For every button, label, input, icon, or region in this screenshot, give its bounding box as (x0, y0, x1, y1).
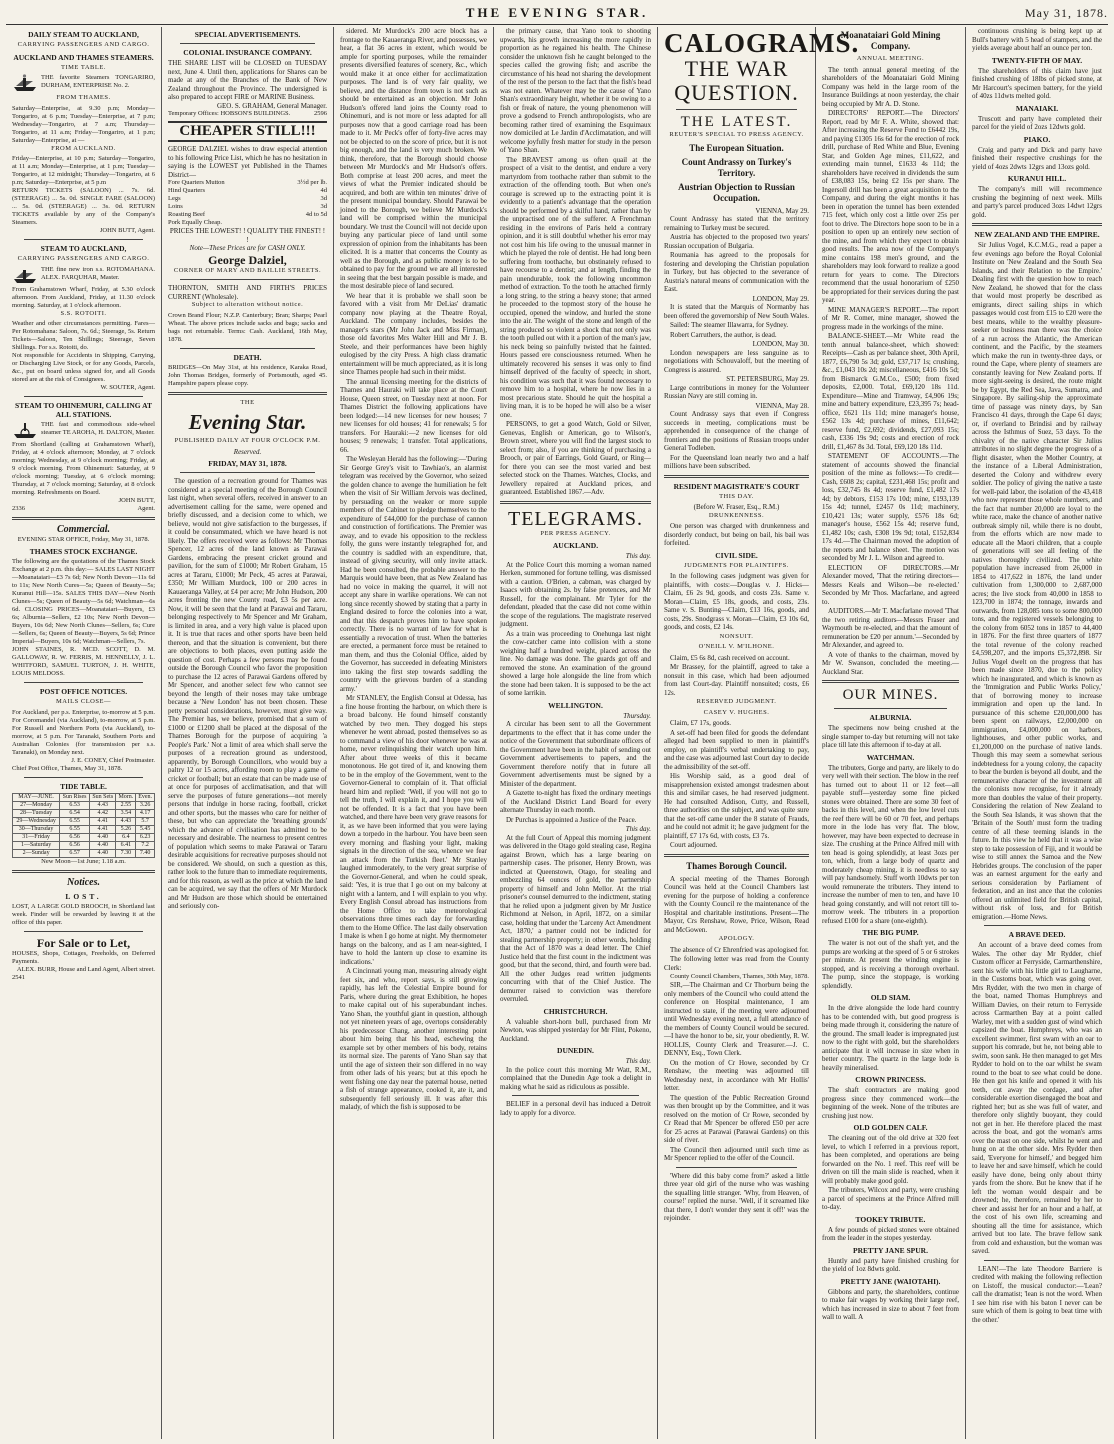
article-text: sidered. Mr Murdock's 200 acre block has a frontage to the Kauaeranga River, and possesses, we hear, a flat 36 acres in extent, which would be ample for sporting purposes, while the remainder presents diversified features of scenery, &c., which would make it at once either for acclimatization purposes. The land is of very fair quality, we believe, and the distance from town is not such as should be entertained as an objection. Mr John Hudson's offered land joins the County road to Ohinemuri, and is not more or less adapted for all purposes now that a good carriage road has been made to it. Mr Peck's offer of forty-five acres may not be objected to on the score of price, but it is not big enough, and the land is very much broken. We think, therefore, that the Borough should choose between Mr Murdock's and Mr Hudson's offers. Both comprise at least 200 acres, and meet the views of what the Premier indicated should be acquired, and both are within ten minutes' drive of the present municipal boundary. Should Parawai be joined to the Borough, we believe Mr Murdock's land will be comprised within the municipal boundary. We trust the Council will not decide upon buying any particular piece of land until some expression of opinion from the inhabitants has been elicited. It is a matter that concerns the County as well as the Borough, and as public money is to be obtained to pay for the ground we are all interested in seeing that the best bargain possible is made, and the most desirable piece of land secured. (340, 27, 487, 290)
dateline: AUCKLAND. (552, 541, 599, 550)
cable-text: Robert Carruthers, the author, is dead. (670, 330, 777, 339)
headline: Thames Borough Council. (686, 860, 787, 871)
flag-article: THE (240, 398, 255, 406)
mine-heading: CROWN PRINCESS. (855, 1075, 926, 1084)
date-note: This day. (625, 1057, 651, 1065)
price-row: Loins 3d (168, 203, 327, 210)
date-note: This day. (625, 825, 651, 833)
mine-text: In the drive alongside the lode hard country has to be contended with, but good progress is being made through it, considering the nature of the ground. The small leader is impregnated just now to the right with gold, but the shareholders anticipate that it will increase in size when in better country. The quartz in the large lode is heavily mineralised. (822, 1004, 959, 1072)
council-text: On the motion of Cr Howe, seconded by Cr Renshaw, the meeting was adjourned till Wednesday next, in accordance with Mr Hollis' letter. (664, 1058, 809, 1092)
mine-text: The specimens now being crushed at the single stamper to-day but returning will not take place till late this afternoon if to-day at all. (822, 724, 959, 749)
mine-text: Gibbons and party, the shareholders, continue to make fair wages by working their large reef, which has increased in size to about 7 feet from wall to wall. A (822, 1287, 959, 1321)
column-4 (494, 27, 658, 1439)
cable-text: London newspapers are less sanguine as to negotiations with Schouvaloff, but the meeting of Congress is assured. (664, 348, 809, 374)
subheading: REUTER'S SPECIAL TO PRESS AGENCY. (669, 131, 804, 138)
mine-heading: KURANUI HILL. (1007, 174, 1067, 183)
section-subtitle: THE LATEST. (680, 114, 793, 130)
mine-text: The tributers, Gorge and party, are likely to do very well with their section. The blow in the reef has turned out to about 11 or 12 feet—all payable stuff—yesterday some fine picked stones were obtained. There are some 30 feet of backs in this level, and when the low level cuts the reef there will be 60 or 70 feet, and perhaps more in the lode has very flat. The blow, however, may have been expected to decrease in size. The crushing at the Prince Alfred mill with ten head is going splendidly, at least 3ozs per ton, which, from a large body of quartz and moderately cheap mining, it is needless to say will pay handsomely. Stuff worth 10dwts per ton would remunerate the tributers. They intend to increase the number of men to ten, and have 10 head going constantly, and will not retort till to-morrow week. The tributers in a proportion refused £100 for a share (one-eighth). (822, 763, 959, 925)
mine-heading: THE BIG PUMP. (862, 928, 919, 937)
signature: J. E. CONEY, Chief Postmaster. (71, 756, 155, 764)
issue-date: FRIDAY, MAY 31, 1878. (208, 459, 287, 468)
council-text: SIR,—The Chairman and Cr Thorburn being the only members of the Council who could attend the conference on Hospital maintenance, I am instructed to state, if the meeting were adjourned until Wednesday evening next, a full attendance of the members of County Council would be secured.—I have the honor to be, sir, your obediently, R. W. HOLLIS, County Clerk and Treasurer.—J. C. DENNY, Esq., Town Clerk. (664, 981, 809, 1057)
paragraph: LEAN!—The late Theodore Barriere is credited with making the following reflection on Listoff, the musical conductor:—'Lean? call the dramatist; 'lean is not the word. When I see him rise with his baton I never can be sure which of them is going to beat time with the other.' (972, 1264, 1102, 1324)
section-title: CALOGRAMS. (664, 28, 860, 58)
meeting-text: A vote of thanks to the chairman, moved by Mr W. Swanson, concluded the meeting.—Auckland Star. (822, 650, 959, 676)
mine-heading: PRETTY JANE (WAIOTAHI). (840, 1276, 941, 1286)
ad-number: 2336 (12, 505, 25, 512)
table-row: 2—Sunday 6.57 4.40 7.30 7.40 (13, 849, 155, 857)
tide-header: Even. (136, 793, 155, 801)
case-name: CASEY V. HUGHES. (703, 708, 770, 716)
mine-text: Craig and party and Dick and party have finished their respective crushings for the yield of 4ozs 2dwts 12grs and 13ozs gold. (972, 145, 1102, 171)
cable-text: It is stated that the Marquis of Normanby has been offered the governorship of New South Wales. (664, 303, 809, 320)
council-text: The question of the Public Recreation Ground was then brought up by the Committee, and it was resolved on the motion of Cr Rowe, seconded by Cr Read that Mr Spencer be offered £50 per acre for 25 acres at Parawai (Parawai Gardens) on this side of river. (664, 1093, 809, 1144)
meeting-text: DIRECTORS' REPORT.—The Directors' Report, read by Mr F. A. White, showed that: After increasing the Reserve Fund to £6442 19s, and paying £1305 16s 6d for the erection of rock drill, purchase of Red White and Blue, Evening Star, and Golden Age mines, £11,622, and extending main tunnel, £1633 4s 11d; the shareholders have received in dividends the sum of £38,083 15s, being £2 15s per share. The Ingersoll drill has been a great acquisition to the Company, and during the eight months it has been in operation the tunnel has been extended 715 feet, which only cost a little over 25s per foot to drive. The Directors hope soon to be in a position to open up an entirely new section of the mine, and from which they expect to obtain good results. The area now of the Company's mine contains 198 men's ground, and the shareholders may look forward to realize a good return for years to come. The Directors recommend that the usual honorarium of £250 be appropriated for their services during the past year. (822, 109, 959, 304)
council-text: The following letter was read from the County Clerk: (664, 955, 809, 972)
subheading: MAILS CLOSE— (56, 698, 111, 705)
price-row: Roasting Beef 4d to 5d (168, 211, 327, 218)
meeting-text: ELECTION OF DIRECTORS.—Mr Alexander moved, 'That the retiring directors—Messrs Keals and Wilson—be re-elected.' Seconded by Mr Thos. Macfarlane, and agreed to. (822, 563, 959, 606)
schedule: Saturday—Enterprise, at 9.30 p.m; Monday—Tongariro, at 6 p.m; Tuesday—Enterprise, at 7 p.m; Wednesday—Tongariro, at 7 a.m; Thursday—Tongariro, at 11 a.m; Friday—Tongariro, at 1 p.m; Saturday—Enterprise, at — (12, 104, 155, 144)
agent-label: Agent. (137, 505, 155, 512)
article-text: Sir Julius Vogel, K.C.M.G., read a paper a few evenings ago before the Royal Colonial Institute on 'New Zealand and the South Sea Islands, and their Relation to the Empire.' Dealing first with the question how to reach New Zealand, he showed that for the class that would most properly be described as emigrants, direct sailing ships in which passages would cost from £15 to £20 were the best means, while to the wealthy pleasure-seeker or business man there was the choice of a run across the Atlantic, the American continent, and the Pacific, by the steamers which make the run in twenty-three days, or round the Cape, where plenty of steamers are constantly leaving for New Zealand ports. If more sight-seeing is desired, the route might be by Egypt, the Red Sea, Java, Sumatra, and Singapore. By sailing-ship the approximate time of passage was ninety days, by San Francisco 41 days, through the Cape 61 days; or, if overland to Brindisi and by railway across the Isthmus of Suez, 53 days. To the chivalry of the native character Sir Julius attributes in no slight degree the progress of a flight disaster, when the Mother Country, at the instance of a Liberal Administration, deserted the Colony and withdrew every soldier. The policy of giving the native a taste for well-paid labor, the isolation of the 43,418 who now represent those whole numbers, and the fact that number 20,000 are loyal to the white race, make the chance of another native outbreak simply nil, while there is no doubt, from the efforts which are now made to educate all the Maori children, that a couple of generations will see all feeling of the natives thoroughly civilized. The white population have increased from 26,000 in 1854 to 417,622 in 1876, the land under cultivation from 1,300,000 to 2,687,000 acres; the live stock from 40,000 in 1858 to 123,700 in 1874; the tonnage, inwards and outwards, from 128,085 tons to some 800,000 tons, and the registered vessels belonging to the colony from 6052 tons in 1857 to 44,400 in 1876. For the first three quarters of 1877 the total revenue of the colony reached £4,598,207, and the imports £5,372,898. Sir Julius Vogel dwelt on the progress that has been made since 1870, due to the policy which he inaugurated, and which is known as the 'Immigration and Public Works Policy,' that of borrowing money to increase immigration and open up the land. In pursuance of this scheme £20,000,000 has been spent on railways, £2,000,000 on immigration, £4,000,000 on harbors, lighthouses, and other public works, and £1,200,000 on the purchase of native lands. Though this may seem a somewhat serious indebtedness for a young colony, the capacity to bear the burden is beyond all doubt, and the remunerative character of the investment all the colonists now recognise, for it already more than doubles the value of their property. Considering the relation of New Zealand to the South Sea Islands, it was shown that the 'Britain of the South' must form the trading centre of all these teeming islands in the future. In this view he held that it was a wise step to take possession of Fiji, and it would be wise to still annex the Samoa and the New Hebrides groups. The conclusion of the paper was an earnest argument for the early and serious consideration by Parliament of federation, and an inst ance that the colonies offered an unlimited field for British capital, without risk of loss, and for British emigration.—Home News. (972, 241, 1102, 921)
price-row: Legs 3d (168, 195, 327, 202)
heading: AUCKLAND AND THAMES STEAMERS. (13, 52, 154, 62)
dateline: ST. PETERSBURG, May 29. (726, 375, 809, 383)
cable-text: Sailed: The steamer Illawarra, for Sydney. (670, 321, 789, 329)
broker-list: JOHN STAINES, R. MCD. SCOTT, D. M. GALLOWAY, R. W. FERRIS, M. HENNELLY, J. L. WHITFORD, SAMUEL TURTON, J. H. WHITE, LOUIS MELDOSS. (12, 646, 155, 677)
offices: Temporary Offices: HOBSON'S BUILDINGS. (168, 110, 291, 117)
share-notice: THE SHARE LIST will be CLOSED on TUESDAY next, June 4. Until then, applications for Shares can be made at any of the Branches of the Bank of New Zealand throughout the Province. The undersigned is also prepared to accept FIRE or MARINE Business. (168, 59, 327, 101)
steamers-intro: THE favorite Steamers TONGARIRO, DURHAM, ENTERPRISE No. 2. (41, 74, 155, 89)
meeting-text: The tenth annual general meeting of the shareholders of the Moanataiari Gold Mining Company was held in the large room of the Insurance Buildings at noon yesterday, the chair being occupied by Mr A. D. Stone. (822, 65, 959, 108)
fares: Weather and other circumstances permitting. Fares—Per Rotomahana: Saloon, 7s. 6d.; Steerage, 5s. Return Tickets—Saloon, Ten Shillings; Steerage, Seven Shillings. For s.s. Rotoiti, do. (12, 320, 155, 351)
article-text: the primary cause, that Yano took to shooting upwards, his growth increasing the more rapidly in proportion as he regained his health. The Chinese consider the unknown fish he caught belonged to the species called the growing fish; and ascribe the circumstance of his head not sharing the development of the rest of the person to the fact that the fish's head was not eaten. Whatever may be the cause of Yano Shan's extraordinary height, whether it be owing to a fish or freak of nature, the young phenomenon will prove a godsend to French anthropologists, who are becoming rather tired of examining the Esquimaux now domiciled at Le Jardin d'Acclimatation, and will welcome joyfully fresh matter for study in the person of Yano Shan. (500, 27, 651, 154)
telegram-text: In the police court this morning Mr Watt, R.M., complained that the Dunedin Age took a delight in making what he said as ridiculous as possible. (500, 1065, 651, 1091)
court-text: In the following cases judgment was given for plaintiffs, with costs:—Douglas v. J. Hicks—Claim, £6 2s 9d, goods, and costs 23s. Same v. Moran—Claim, £5 18s, goods, and costs, 23s. Same v. S. Bunting—Claim, £13 16s, goods, and costs, 29s. Snodgrass v. Moran—Claim, £3 10s 6d, goods, and costs, £2 14s. (664, 572, 809, 631)
article-text: PERSONS, to get a good Watch, Gold or Silver, Genevas, English or American, go to Wilson's, Brown street, where you will find the largest stock to select from; also, if you are thinking of purchasing a Brooch, or pair of Earrings, Gold Guard, or Ring—for there you can see the most varied and best selected stock on the Thames. Watches, Clocks, and Jewellery repaired at Auckland prices, and guaranteed. Established 1867.—Adv. (500, 420, 651, 496)
subheading: S.S. ROTOITI. (60, 309, 107, 317)
ad-title: For Sale or to Let, (36, 935, 131, 950)
steamer-ad (12, 74, 155, 92)
dateline: LONDON, May 30. (752, 340, 809, 348)
table-row: 1—Saturday 6.56 4.40 6.41 7.2 (13, 841, 155, 849)
dateline: LONDON, May 29. (752, 294, 809, 303)
mine-heading: WATCHMAN. (866, 752, 915, 762)
telegram-text: A valuable short-horn bull, purchased from Mr Newton, was shipped yesterday for Mr Flint, Pokeno, Auckland. (500, 1017, 651, 1043)
heading: POST OFFICE NOTICES. (39, 687, 128, 696)
masthead-title: THE EVENING STAR. (465, 5, 649, 20)
tide-header: Sun Sets (90, 793, 116, 801)
meeting-text: AUDITORS.—Mr T. Macfarlane moved 'That the two retiring auditors—Messrs Fraser and Waymouth be re-elected, and that the amount of remuneration be £20 per annum.'—Seconded by Mr Alexander, and agreed to. (822, 607, 959, 649)
agent-signature: W. SOUTER, Agent. (100, 384, 155, 391)
subheading: ANNUAL MEETING. (856, 55, 925, 62)
tide-header: Morn. (116, 793, 136, 801)
steamer-ad (12, 421, 155, 439)
tide-header: MAY—JUNE. (13, 793, 60, 801)
subheading: Subject to alteration without notice. (191, 301, 304, 308)
telegram-text: As a train was proceeding to Onehunga last night the cow-catcher came into collision with a stone weighing half a hundred weight, placed across the line. No damage was done. The guards got off and removed the stone. An examination of the ground showed a large hole alongside the line from which the stone had been taken. It is supposed to be the act of some larrikin. (500, 629, 651, 697)
headline: The European Situation. (689, 142, 784, 153)
ad-body: HOUSES, Shops, Cottages, Freeholds, on Deferred Payments. (12, 949, 155, 965)
table-row: 29—Wednesday 6.55 4.41 4.43 5.7 (13, 817, 155, 825)
mine-heading: PRETTY JANE SPUR. (853, 1245, 928, 1255)
letter-heading: County Council Chambers, Thames, 30th May, 1878. (670, 973, 809, 980)
article-text: A Cincinnati young man, measuring already eight feet six, and who, report says, is still growing rapidly, has left the Celestial Empire bound for Paris, where during the great Exhibition, he hopes to make capital out of his superabundant inches. Yano Shan, the youthful giant in question, although not yet nineteen years of age, overtops considerably his predecessor Chang, another interesting point about him being that his head, eschewing the example set by other members of his body, retains its normal size. The parents of Yano Shan say that until the age of sixteen their son differed in no way from other lads of his years; but at this epoch he went fishing one day near the paternal house, netted a fish of strange appearance, cooked it, ate it, and subsequently fell seriously ill. It was after this malady, of which the fish is supposed to be (340, 967, 487, 1111)
ad-number: 2596 (314, 110, 327, 117)
telegram-text: A circular has been sent to all the Government departments to the effect that it has come under the notice of the Government that subordinate officers of the Government have been in the habit of sending out Government advertisements to papers, and the Government therefore notify that in future all Government advertisements must be signed by a Minister of the department. (500, 720, 651, 788)
court-text: Claim, £7 17s, goods. (670, 719, 732, 727)
mine-heading: ALBURNIA. (869, 713, 912, 722)
schedule: From Shortland (calling at Grahamstown Wharf), Friday, at 4 o'clock afternoon; Monday, at 7 o'clock morning; Wednesday, at 9 o'clock morning; Friday, at 9 o'clock morning. From Ohinemuri: Saturday, at 9 o'clock morning; Tuesday, at 6 o'clock morning; Thursday, at 7 o'clock morning; Saturday, at 8 o'clock morning. Refreshments on Board. (12, 441, 155, 496)
columns (6, 27, 1108, 1439)
section-title: Notices. (66, 876, 101, 888)
subheading: TIME TABLE. (61, 63, 106, 71)
reserved-note: Reserved. (233, 447, 262, 456)
column-5 (658, 27, 860, 1439)
heading: CIVIL SIDE. (715, 550, 758, 560)
wholesale-heading: THORNTON, SMITH AND FIRTH'S PRICES CURRENT (Wholesale). (168, 284, 327, 301)
editorial-text: The question of a recreation ground for Thames was considered at a special meeting of the Borough Council last night, when several offers, received in answer to an advertisement calling for the same, were opened and briefly discussed, and a decision come to which, we believe, would not give satisfaction to the burgesses, if it could be consummated, which we have heard is not likely. The offers received were as follows: Mr Thomas Spencer, 12 acres of the land known as Parawai Gardens, embracing the present cricket ground and pavilion, for the sum of £1000; Mr Robert Graham, 15 acres at Tararu, £1000; Mr Peck, 45 acres at Parawai, £350; Mr William Murdock, 100 or 200 acres in Kauaeranga Valley, at £4 per acre; Mr John Hudson, 200 acres fronting the new County road, £3 5s per acre. Now, it will be seen that the land at Parawai and Tararu, belonging respectively to Mr Spencer and Mr Graham, is limited in area, and a very high value is placed upon it. It is true that races and other sports have been held thereon, and that the situation is convenient, but there are objections to both places, even putting aside the question of cost. Perhaps a few persons may be found outside the Borough Council who favor the proposition to purchase the 12 acres of Parawai Gardens offered by Mr Spencer, and another select few who cannot see beyond the length of their noses may take umbrage because a 'New London' has not been chosen. These petty personal considerations, however, must give way. The Premier has, we believe, promised that a sum of £1000 or £1200 shall be placed at the disposal of the Thames Borough for the purpose of acquiring 'a People's Park.' Not a limit of area which shall serve the purposes of a recreation ground as understood, apparently, by Borough Councillors, who would buy a paltry 12 or 15 acres, affording room to play a game of cricket or football; but an estate that can be made use of at once for purposes of acclimatisation, and that will serve the purposes of future generations—not merely persons that indulge in horse racing, football, cricket and other sports, but the masses who care for neither of these, but who can appreciate the 'breathing grounds' which the advance of civilisation has admitted to be necessary and desirable. The nearness to present centres of population which seems to make Parawai or Tararu desirable acquisitions for recreative purposes should not be considered. We should, on such a question as this, rather look to the future than to immediate requirements, and for this reason, as well as the price at which the land can be acquired, we say that the offers of Mr Murdock and Mr Hudson are those which should be entertained and seriously con- (168, 477, 327, 910)
agent-signature: JOHN BUTT, (118, 497, 155, 504)
court-text: A set-off had been filed for goods the defendant alleged had been supplied to men in plaintiff's employ, on plaintiff's verbal undertaking to pay, and the case was adjourned last Court day to decide the admissibility of the set-off. (664, 728, 809, 771)
heading: STEAM TO OHINEMURI, CALLING AT ALL STATIONS. (15, 401, 152, 419)
case-name: O'NEILL V. M'ILHONE. (698, 643, 775, 650)
article-text: Mr STANLEY, the English Consul at Odessa, has a fine house fronting the harbour, on which there is a broad balcony. He found himself constantly watched by two men. They dogged his steps whenever he went abroad, posted themselves so as to command a view of his door whenever he was at home, never relinquishing their watch upon him. After about three weeks of this it became monotonous. He got tired of it, and knowing them to be in the employ of the Government, went to the Governor-General to complain of it. That official heard him and replied: 'Well, if you will not go to tell the truth, I will explain it, and I hope you will not be offended. It is a fact that you have been watched, and there have been very grave reasons for it, as we have been informed that you were laying down a torpedo in the harbour. You have been seen every morning and flashing your light, making signals in the direction of the sea, whence we fear an attack from the Turkish fleet.' Mr Stanley laughed immoderately, to the very great surprise of the Governor-General, and when he could speak, said: 'Yes, it is true that I go out on my balcony at night with a lantern, and I will explain to you why. Every English Consul abroad has instructions from the Home Office to take meteorological observations three times each day for forwarding them to the Home Office. The last daily observation I make is when I go home at night. My thermometer hangs on the balcony, and as I am near-sighted, I have to hold the lantern up close to examine its indications.' (340, 694, 487, 966)
meeting-text: STATEMENT OF ACCOUNTS.—The statement of accounts showed the financial position of the mine as follows:—To credit—Cash, £608 2s; capital, £231,468 15s; profit and loss, £32,745 8s 4d; reserve fund, £1,482 17s 4d; by debtors, £153 17s 10d; mine, £193,139 15s 4d; tunnel, £2457 0s 11d; machinery, £10,421 13s; water supply, £576 18s 6d; manager's house, £562 15s 4d; reserve fund, £1,482 10s; cash, £308 19s 9d; total, £152,834 17s 4d.—The Chairman moved the adoption of the reports and balance sheet. The motion was seconded by Mr J. L. Wilson and agreed to. (822, 452, 959, 562)
headline: Austrian Objection to Russian Occupation. (678, 181, 795, 203)
schedule: From Grahamstown Wharf, Friday, at 5.30 o'clock afternoon. From Auckland, Friday, at 11.30 o'clock morning. Saturday, at 1 o'clock afternoon. (12, 285, 155, 309)
moon-note: New Moon—1st June; 1.18 a.m. (41, 857, 126, 865)
section-title: TELEGRAMS. (508, 507, 643, 530)
dateline: EVENING STAR OFFICE, Friday, May 31, 1878. (17, 536, 150, 543)
telegram-text: Dr Purchas is appointed a Justice of the Peace. (506, 815, 637, 824)
mine-text: The company's mill will recommence crushing the beginning of next week. Mills and party's parcel produced 3ozs 14dwt 12grs gold. (972, 185, 1102, 219)
cable-text: Roumania has agreed to the proposals for fostering and developing the Christian population in Turkey, but has objected to the severance of Austria's natural means of communication with the East. (664, 251, 809, 293)
masthead (6, 2, 1108, 25)
subheading: RESERVED JUDGMENT. (696, 698, 777, 705)
subheading: NONSUIT. (719, 632, 754, 640)
subheading: FROM AUCKLAND. (51, 144, 116, 152)
mine-text: Huntly and party have finished crushing for the yield of 1oz 8dwts gold. (822, 1256, 959, 1273)
dateline: VIENNA, May 29. (755, 206, 809, 215)
table-row: 31—Friday 6.56 4.40 6.4 6.23 (13, 833, 155, 841)
mine-text: The shareholders of this claim have just finished crushing of 18lbs of picked stone, at Mr Harcourt's specimen battery, for the yield of 40zs 11dwts melted gold. (972, 66, 1102, 100)
ad-footer (168, 110, 327, 118)
agent-signature: JOHN BUTT, Agent. (99, 227, 155, 234)
mine-heading: OLD SIAM. (870, 993, 911, 1002)
heading: THAMES STOCK EXCHANGE. (29, 547, 138, 556)
price-row: Fore Quarters Mutton 3½d per lb. (168, 179, 327, 186)
column-7 (966, 27, 1108, 1439)
cable-text: Large contributions in money for the Volunteer Russian Navy are still coming in. (664, 383, 809, 400)
ad-footer (12, 505, 155, 513)
date-note: This day. (625, 552, 651, 560)
cable-text: For the Queensland loan nearly two and a half millions have been subscribed. (664, 453, 809, 470)
paragraph: BELIEF in a personal devil has induced a Detroit lady to apply for a divorce. (500, 1100, 651, 1117)
dateline: CHRISTCHURCH. (543, 1006, 608, 1016)
court-text: His Worship said, as a good deal of misapprehension existed amongst tradesmen about this and similar cases, he had reserved judgment. He had consulted Addison, Cutty, and Russell, three authorities on the subject, and was quite sure that the set-off came under the 8 statute of Frauds, and he could not admit it; he gave judgment for the plaintiff, £7 17s 6d, with costs, £3 7s. (664, 772, 809, 840)
telegram-text: At the Police Court this morning a woman named Herken, summoned for fortune telling, was dismissed with a caution. O'Brien, a cabman, was charged by Isaacs with obtaining 2s. by false pretences, and Mr Russell, for the complainant. Mr Tyler for the defendant, pleaded that the case did not come within the scope of the regulations. The magistrate reserved judgment. (500, 560, 651, 628)
steamship-icon (12, 74, 38, 92)
mine-heading: OLD GOLDEN CALF. (853, 1123, 928, 1132)
article-text: We hear that it is probable we shall soon be favored with a visit from Mr DeLias' dramatic company now playing at the Theatre Royal, Auckland. The company includes, besides the manager's stars (Mr John Jack and Miss Firman), those old favorites Mrs Walter Hill and Mr J. B. Steele, and their performances have been highly eulogised by the city Press. A high class dramatic entertainment will be much appreciated, as it is long since Thames people had such in their midst. (340, 291, 487, 376)
dateline: DUNEDIN. (557, 1046, 594, 1055)
ad-headline: CHEAPER STILL!!! (168, 121, 327, 142)
lost-notice: LOST, A LARGE GOLD BROOCH, in Shortland last week. Finder will be rewarded by leaving it at the office of this paper. (12, 902, 155, 926)
section-title: Commercial. (56, 524, 111, 535)
signature: ALEX. BURR, House and Land Agent, Albert street. (16, 965, 155, 973)
telegram-text: A Gazette to-night has fixed the ordinary meetings of the Auckland District Land Board for every alternate Thursday in each month. (500, 789, 651, 814)
rotomahana-intro: THE fine new iron s.s. ROTOMAHANA. ALEX. FARQUHAR, Master. (41, 265, 155, 281)
cable-text: Austria has objected to the proposed two years' Russian occupation of Bulgaria. (664, 233, 809, 250)
council-text: A special meeting of the Thames Borough Council was held at the Council Chambers last evening for the purpose of holding a conference with the County Council re the maintenance of the Hospital and charitable institutions. Present—The Mayor, Crs Renshaw, Rowe, Price, Wilson, Read and McGowen. (664, 874, 809, 934)
council-text: The absence of Cr Ehrenfried was apologised for. (670, 945, 809, 954)
article-text: An account of a brave deed comes from Wales. The other day Mr Rydder, chief Custom officer at Ferryside, Carmarthenshire, sent his wife with his little girl to Laugharne, in the Customs boat, which was going over. Mrs Rydder, with the two men in charge of the boat, named Thomas Humphreys and William Davies, on their return to Ferryside across Carmarthen Bay at a point called Warley, met with a sudden gust of wind which capsized the boat. Humphreys, who was an excellent swimmer, first swam with an oar to support his comrade, but he, not being able to swim, soon sank. He then managed to get Mrs Rydder to hold on to the oar whilst he swam round to the boat to see what could be done. He then got his knife and opened it with his teeth, cut away the cordage, and after considerable exertion disengaged the boat and righted her; but as she was full of water, and therefore only slightly buoyant, they could not get in her. He therefore placed the mast across the boat, and got the woman's arms over the mast on one side, whilst he went and hung on at the other side. Mrs Rydder then said, 'Everyone for himself,' and begged him to leave her and save himself, which he could easily have done, being only about thirty yards from the shore. But he knew that if he left the woman would despair and be drowned; he, therefore, remained by her to cheer and assist her for an hour and a half, at the cost of his own life, screaming and shouting all the time for assistance, which arrived but too late. The brave fellow sank from cold and exhaustion, but the woman was saved. (972, 941, 1102, 1255)
signature: GEO. S. GRAHAM, General Manager. (216, 101, 327, 110)
price-list: Crown Brand Flour; N.Z.P. Canterbury; Bran; Sharps; Pearl Wheat. The above prices include sacks and bags; sacks and bags not returnable. Terms: Cash. Auckland, 16th May, 1878. (168, 311, 327, 343)
ad-number: 2541 (12, 973, 25, 981)
mine-heading: TOOKEY TRIBUTE. (855, 1214, 926, 1224)
subheading: THIS DAY. (719, 492, 754, 500)
subheading: FROM THAMES. (56, 94, 111, 101)
mine-heading: PIAKO. (1023, 134, 1051, 144)
mine-text: A few pounds of picked stones were obtained from the leader in the stopes yesterday. (822, 1225, 959, 1242)
tide-header: Sun Rises (60, 793, 90, 801)
table-row: 27—Monday 6.53 4.43 2.55 3.26 (13, 801, 155, 809)
post-notices: For Auckland, per p.s. Enterprise, to-morrow at 5 p.m. For Coromandel (via Auckland), to-morrow, at 5 p.m. For Russell and Northern Ports (via Auckland), to-morrow, at 5 p.m. For Taranaki, Southern Ports and Australian Colonies (for transmission per s.s. Taranaki), on Monday next. (12, 708, 155, 756)
tide-table (12, 793, 155, 858)
heading: LOST. (65, 891, 102, 901)
dateline: Chief Post Office, Thames, May 31, 1878. (12, 764, 123, 772)
section-title: OUR MINES. (842, 687, 939, 703)
heading: STEAM TO AUCKLAND, (40, 244, 127, 253)
mine-heading: MANAIAKI. (1015, 103, 1059, 113)
subheading: APOLOGY. (718, 935, 755, 942)
court-before: (Before W. Fraser, Esq., R.M.) (693, 503, 780, 511)
dateline: VIENNA, May 28. (755, 401, 809, 410)
aroha-intro: THE fast and commodious side-wheel steamer TE AROHA, H. DALTON, Master. (41, 421, 155, 436)
article-text: The annual licensing meeting for the districts of Thames and Hauraki will take place at the Court House, Queen street, on Tuesday next at noon. For Thames District the following applications have been lodged:—14 new licenses for new houses; 7 new licenses for old houses; 41 for renewals; 5 for transfers. For Hauraki:—2 new licenses for old houses; 9 renewals; 1 transfer. Total applications, 66. (340, 377, 487, 454)
heading: COLONIAL INSURANCE COMPANY. (183, 48, 312, 57)
heading: SPECIAL ADVERTISEMENTS. (194, 30, 301, 39)
fares: RETURN TICKETS (SALOON) ... 7s. 6d. (STEERAGE) ... 5s. 0d. SINGLE FARE (SALOON) ... 5s. 0d. (STEERAGE) ... 3s. 0d. RETURN TICKETS available by any of the Company's Steamers. (12, 187, 155, 226)
court-text: Mr Brassey, for the plaintiff, agreed to take a nonsuit in this case, which had been adjourned from last Court-day. Plaintiff nonsuited; costs, £6 12s. (664, 663, 809, 697)
heading: TIDE TABLE. (60, 781, 107, 791)
death-notice: BRIDGES—On May 31st, at his residence, Karaka Road, John Thomas Bridges, formerly of Portsmouth, aged 45. Hampshire papers please copy. (168, 363, 327, 387)
heading: NEW ZEALAND AND THE EMPIRE. (974, 230, 1100, 239)
article-text: The Wesleyan Herald has the following:—'During Sir George Grey's visit to Tawhiao's, an alarmist telegram was received by the Governor, who seized the golden chance to avenge the humiliation he felt when the visit of Sir William Jervois was declined, by persuading on the weaker or more supple members of the Cabinet to pledge themselves to the expenditure of £44,000 for the purchase of cannon and construction of fortifications. The Premier was away, and to evade his opposition to the reckless folly, the guns were instantly telegraphed for, and the country is saddled with an expenditure, that, instead of giving security, will only invite attack. Had he been consulted, the probable answer to the Marquis would have been, that as New Zealand has had no voice in making the quarrel, it will not accept any share in warlike operations. We can not long since recently showed by stating that a party in England desired to force the colonies into a war, and that this despatch proves him to have spoken correctly. There is no warrant of law for what is essentially a revocation of trust. When the batteries are erected, a permanent force must be retained to man them, and thus the Colonial Office, aided by the Governor, has succeeded in defeating Ministers into taking the first step towards saddling the country with the grievous burden of a standing army.' (340, 455, 487, 693)
subheading: PER PRESS AGENCY. (540, 529, 611, 537)
price-row: Pork Equally Cheap. (168, 219, 222, 226)
cable-text: Count Andrassy says that even if Congress succeeds in meeting, complications must be apprehended in consequence of the change of frontiers and the positions of Russian troops under General Todleben. (664, 410, 809, 452)
slogan: PRICES THE LOWEST! ! QUALITY THE FINEST! ! ! (169, 227, 326, 244)
mine-text: Truscott and party have completed their parcel for the yield of 2ozs 12dwts gold. (972, 114, 1102, 131)
subheading: CARRYING PASSENGERS AND CARGO. (17, 255, 150, 262)
column-3 (334, 27, 494, 1439)
date-note: Thursday. (623, 711, 651, 720)
column-6 (816, 27, 966, 1439)
court-text: One person was charged with drunkenness and disorderly conduct, but being on bail, his bail was forfeited. (664, 522, 809, 547)
mine-text: The water is not out of the shaft yet, and the pumps are working at the speed of 5 or 6 strokes per minute. At present the winding engine is stopped, and is receiving a thorough overhaul. The pump, since the stoppage, is working splendidly. (822, 939, 959, 990)
price-row: Hind Quarters 4d (168, 187, 327, 194)
section-subtitle: THE WAR QUESTION. (674, 56, 799, 105)
dalziel-intro: GEORGE DALZIEL wishes to draw especial attention to his following Price List, which he has no hesitation in saying is the LOWEST yet Published in the Thames District— (168, 145, 327, 179)
article-text: The BRAVEST among us often quail at the prospect of a visit to the dentist, and endure a very martyrdom from toothache rather than submit to the extraction of the offending tooth. But when one's courage is screwed up to the extracting point it is evidently to a patient's advantage that the operation should be performed by a skilful hand, rather than by the unpractised one of the sufferer. A Frenchman residing in the environs of Paris held a contrary opinion, and it is still doubtful whether his error may not cost him his life owing to the unusual manner in which he played the role of dentist. He had long been suffering from toothache, but obstinately refused to have recourse to a dentist; and at length, finding the pain unendurable, took the following uncommon method of extraction. To the tooth he attached firmly a long string, to the string a heavy stone; that armed he proceeded to the topmost story of the house he occupied, opened the window, and hurled the stone into the air. The weight of the stone and length of the string produced so violent a shock that not only was the tooth pulled out with it a portion of the man's jaw, his neck being so painfully twisted that he fainted. Hours passed ere consciousness returned. When he ultimately recovered his senses it was only to find himself deprived of the faculty of speech; in short, his condition was such that it was found necessary to remove him to a hospital, where he now lies in a most precarious state. Should he quit the hospital a living man, it is to be hoped he will also be a wiser one. (500, 155, 651, 419)
cash-note: Note—These Prices are for CASH ONLY. (189, 244, 306, 252)
heading: RESIDENT MAGISTRATE'S COURT (673, 481, 800, 491)
telegram-text: At the full Court of Appeal this morning judgment was delivered in the Otago gold stealing case, Regina against Brown, which has a large bearing on partnership cases. The prisoner, Henry Brown, was indicted at Queenstown, Otago, for stealing and embezzling 64 ounces of gold, the partnership property of himself and John Mellor. At the trial prisoner's counsel demurred to the indictment, stating that he relied upon a judgment given by Mr Justice Richmond at Nelson, in April, 1872, on a similar case, holding that under the 'Larceny Act Amendment Act, 1870,' a partner could not be indicted for stealing partnership property; in other words, holding that the Act of 1870 was a dead letter. The Chief Justice held that the first count in the indictment was good, but that the second, third, and fourth were bad. All the other Judges read written judgments concurring with that of the Chief Justice. The demurrer raised to conviction was therefore overruled. (500, 833, 651, 1003)
mine-text: The shaft contractors are making good progress since they commenced work—the beginning of the week. None of the tributes are crushing just now. (822, 1086, 959, 1120)
meeting-text: BALANCE-SHEET.—Mr White read the tenth annual balance-sheet, which showed: Receipts—Cash as per balance sheet, 30th April, 1877, £6,790 5s 3d; gold, £37,717 1s; crushing, &c., £1,043 10s 2d; miscellaneous, £416 10s 5d; from Bismarck G.M.Co., £500; from fixed deposits, £2,000. Total, £69,120 18s 11d. Expenditure—Mine and Tramway, £4,906 19s; mine and battery expenditure, £23,395 7s; head-office, £621 11s 11d; mine manager's house, £562 13s 4d; purchase of mines, £11,642; reserve fund, £2,692; dividends, £27,093 15s; cash, £336 19s 9d; costs and erection of rock drill, £1,467 8s 3d. Total, £69,120 18s 11d. (822, 332, 959, 451)
subheading: CARRYING PASSENGERS AND CARGO. (17, 41, 150, 48)
newspaper-flag: Evening Star. (188, 410, 307, 434)
mine-text: The tributers, Wilcox and party, were crushing a parcel of specimens at the Prince Alfred mill to-day. (822, 1186, 959, 1211)
headline: Count Andrassy on Turkey's Territory. (681, 156, 792, 178)
advertiser-name: George Dalziel, (208, 252, 287, 267)
stock-report: The following are the quotations of the Thames Stock Exchange at 2 p.m. this day:— SALES LAST NIGHT—Moanataiari—£3 7s 6d; New North Devon—11s 6d to 11s; New North Cures—5s; Queen of Beauty—5s; Kuranui Hill—15s. SALES THIS DAY—New North Clunes—5s; Queen of Beauty—5s 6d; Watchman—6s 6d. CLOSING PRICES—Moanataiari—Buyers, £3 6s; Alburnia—Sellers, £2 10s; New North Devon—Buyers, 10s 6d; New North Clunes—Sellers, 6s; Cure—Sellers, 6s; Queen of Beauty—Buyers, 5s 6d; Prince Imperial—Buyers, 10s 6d; Watchman—Sellers, 7s. (12, 558, 155, 645)
meeting-text: MINE MANAGER'S REPORT.—The report of Mr R. Comer, mine manager, showed the progress made in the workings of the mine. (822, 305, 959, 331)
heading: A BRAVE DEED. (1008, 930, 1066, 939)
court-text: Claim, £5 6s 8d, cash received on account. (670, 653, 790, 662)
table-row: 28—Tuesday 6.54 4.42 3.54 4.17 (13, 809, 155, 817)
headline: Moanataiari Gold Mining Company. (840, 30, 941, 51)
dateline: WELLINGTON. (548, 700, 603, 710)
schedule: Friday—Enterprise, at 10 p.m; Saturday—Tongariro, at 11 a.m; Monday—Enterprise, at 1 p.m; Tuesday—Tongariro, at 12 midnight; Thursday—Tongariro, at 6 p.m; Saturday—Enterprise, at 5 p.m (12, 155, 155, 186)
paragraph: 'Where did this baby come from?' asked a little three year old girl of the nurse who was washing the squalling little stranger. 'Why, from Heaven, of course!' replied the nurse. 'Well, if it screamed like that there, I don't wonder they sent it off!' was the rejoinder. (664, 1171, 809, 1222)
address: CORNER OF MARY AND BAILLIE STREETS. (173, 266, 322, 274)
masthead-date: May 31, 1878. (1025, 5, 1108, 20)
publication-note: PUBLISHED DAILY AT FOUR O'CLOCK P.M. (174, 437, 321, 444)
column-2 (162, 27, 334, 1439)
column-1 (6, 27, 162, 1439)
heading: DEATH. (233, 352, 262, 362)
cable-text: Count Andrassy has stated that the territory remaining to Turkey must be secured. (664, 215, 809, 232)
paddle-steamer-icon (12, 421, 38, 439)
mine-text: The cleaning out of the old drive at 320 feet level, to which I referred in a previous report, has been completed, and operations are being forwarded on the No. 1 reef. This reef will be driven on till the main slide is reached, when it will probably make good gold. (822, 1134, 959, 1185)
heading: DAILY STEAM TO AUCKLAND, (28, 30, 139, 39)
subheading: JUDGMENTS FOR PLAINTIFFS. (684, 561, 789, 569)
council-text: The Council then adjourned until such time as Mr Spencer replied to the offer of the Council. (664, 1145, 809, 1162)
mine-text: continuous crushing is being kept up at Bull's battery with 5 head of stampers, and the yields average about half an ounce per ton. (972, 27, 1102, 52)
table-row: 30—Thursday 6.55 4.41 5.26 5.45 (13, 825, 155, 833)
steamship-icon (12, 266, 38, 284)
court-text: Court adjourned. (670, 841, 718, 849)
notice: Not responsible for Accidents in Shipping, Carrying, or Discharging Live Stock, or for any Goods, Parcels, &c., put on board unless signed for, and all Goods stored are at the risk of Consignees. (12, 352, 155, 383)
mine-heading: TWENTY-FIFTH OF MAY. (991, 55, 1083, 65)
subheading: DRUNKENNESS. (708, 511, 765, 519)
steamer-ad (12, 266, 155, 284)
